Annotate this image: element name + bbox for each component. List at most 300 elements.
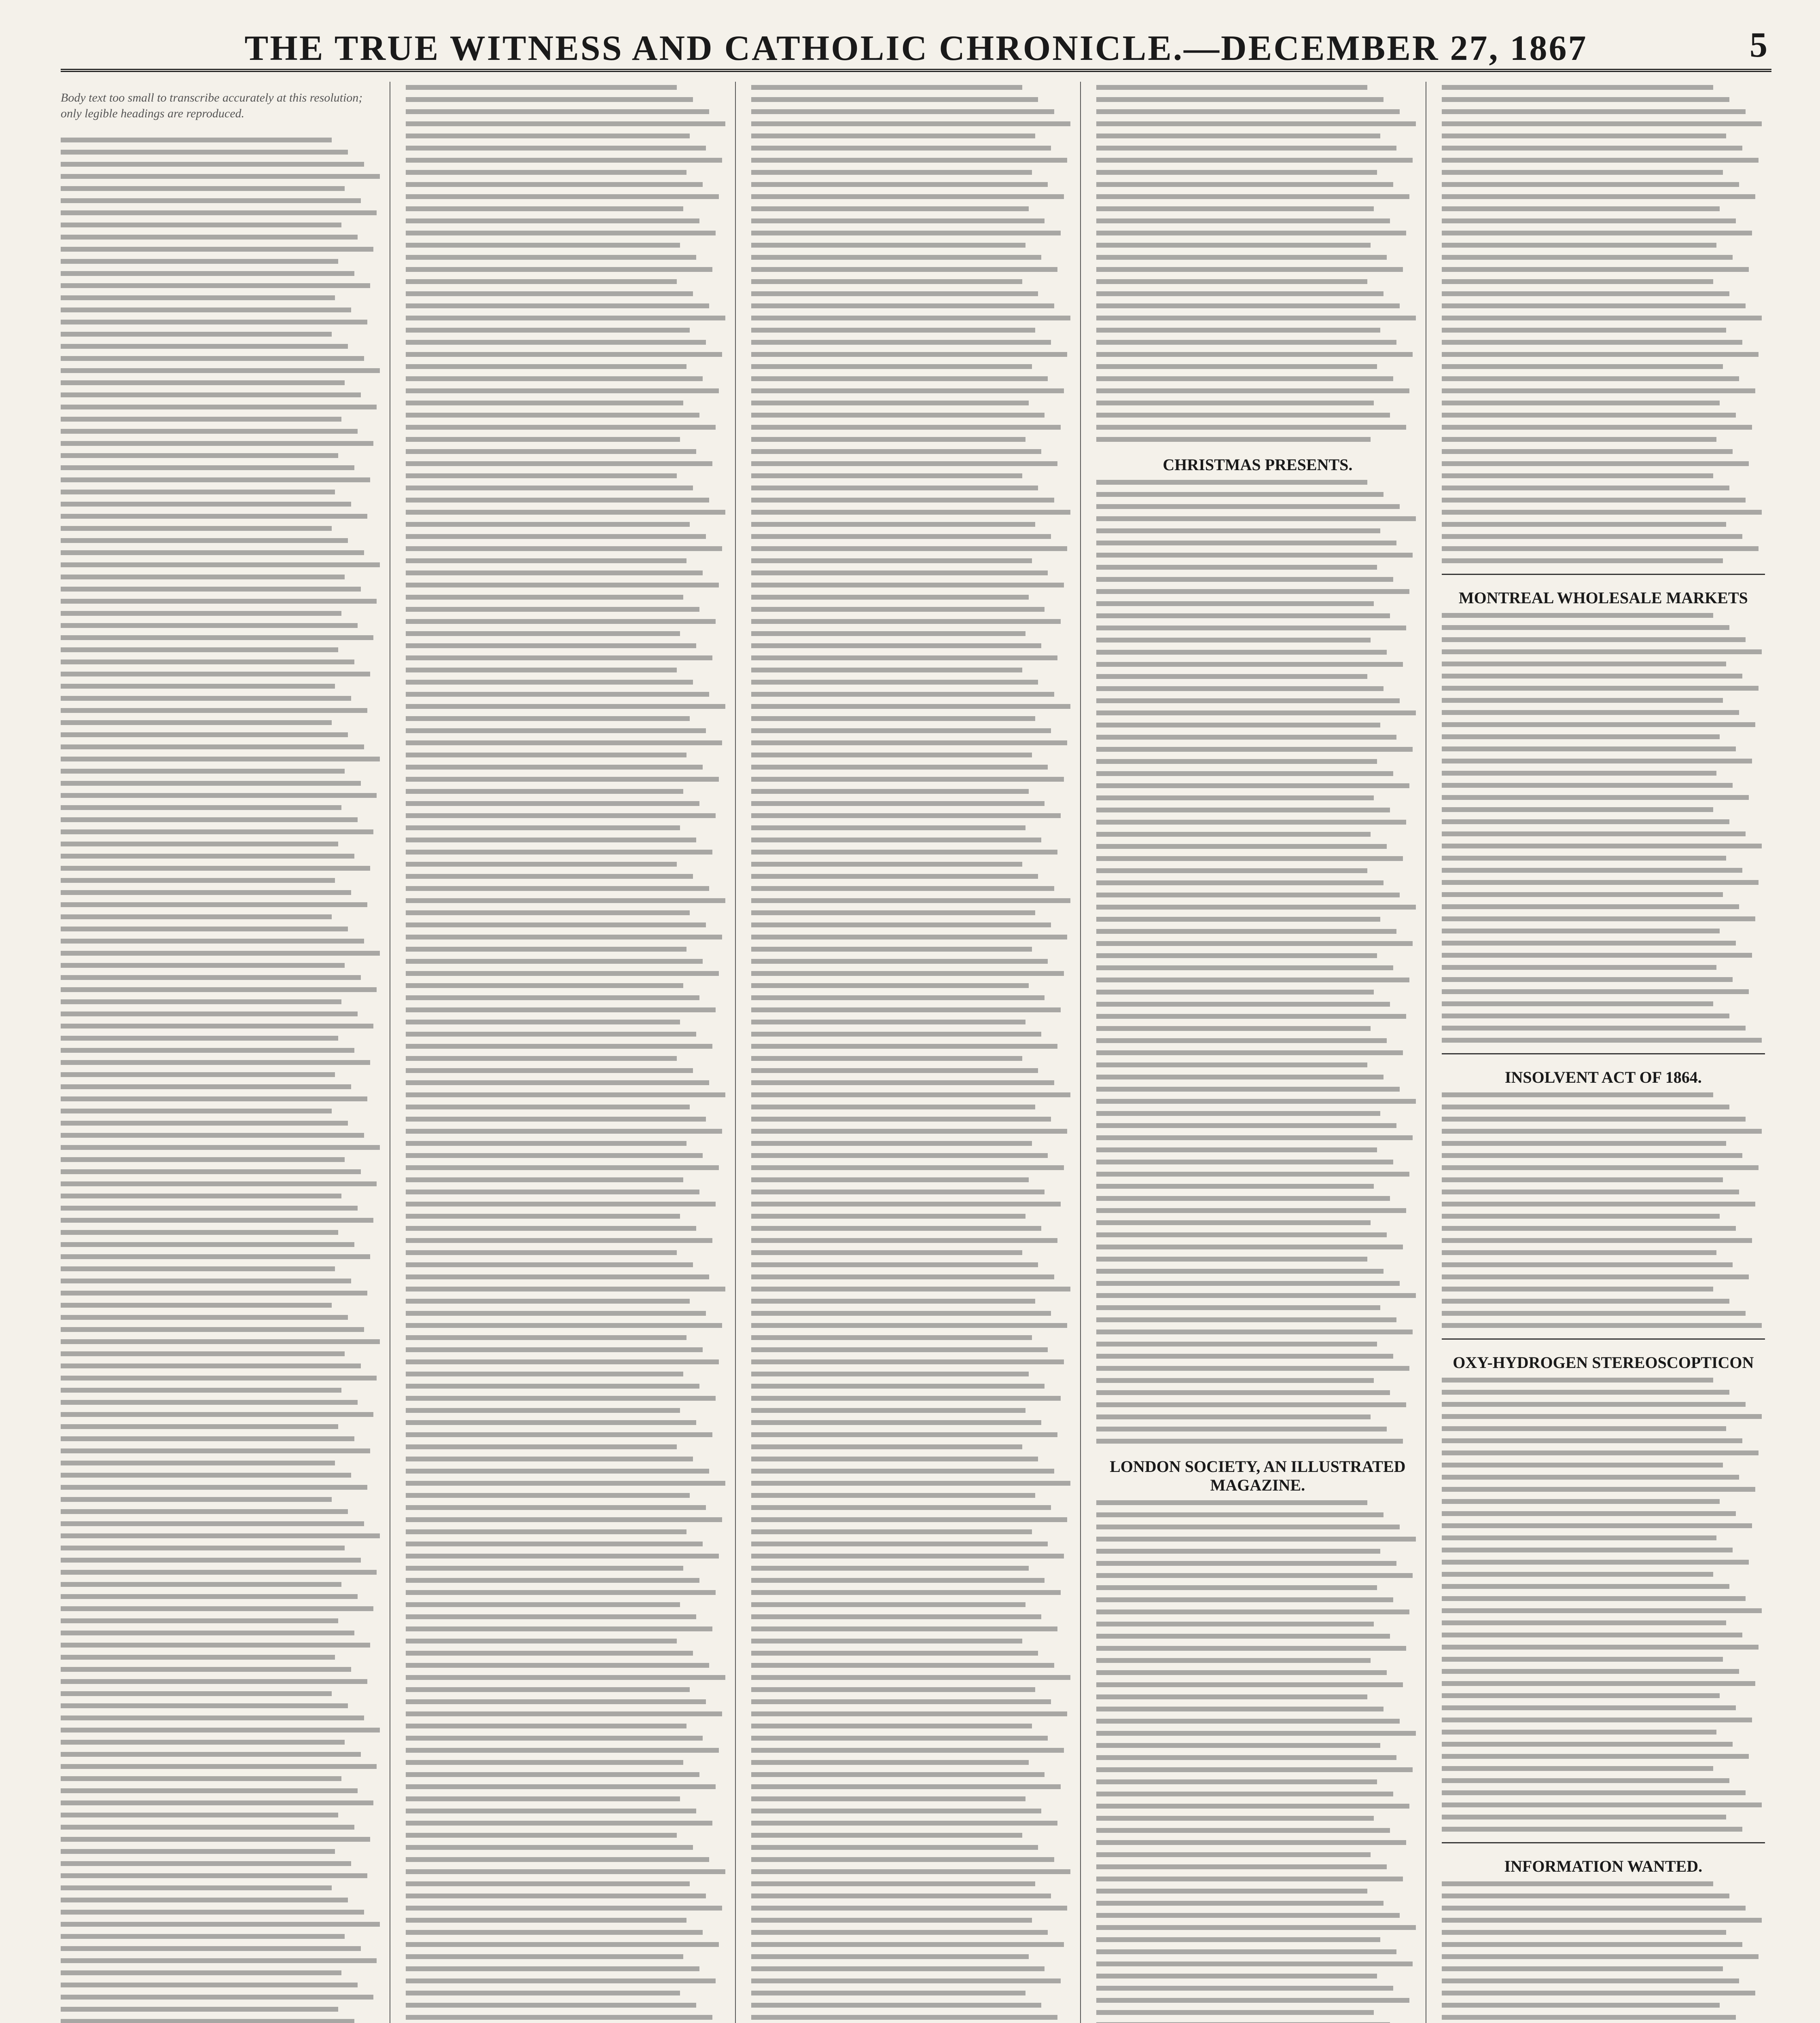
text-line	[406, 777, 718, 782]
text-line	[406, 85, 677, 90]
text-line	[1442, 819, 1729, 824]
text-line	[406, 583, 718, 587]
text-line	[406, 1117, 706, 1122]
text-line	[1096, 650, 1387, 655]
text-line	[1096, 85, 1367, 90]
text-line	[751, 1942, 1064, 1947]
text-line	[61, 477, 370, 482]
text-line	[1442, 1092, 1714, 1097]
text-line	[406, 1663, 709, 1668]
text-line	[1442, 649, 1762, 654]
text-line	[406, 267, 712, 272]
text-line	[751, 1566, 1029, 1571]
text-line	[1442, 674, 1742, 679]
text-line	[61, 1728, 380, 1732]
text-line	[751, 1748, 1064, 1753]
text-line	[1442, 1730, 1716, 1735]
text-line	[61, 732, 348, 737]
text-line	[1096, 267, 1403, 272]
text-line	[61, 490, 335, 494]
text-line	[1442, 795, 1749, 800]
text-line	[61, 1254, 370, 1259]
text-line	[1442, 1584, 1729, 1589]
text-line	[406, 1493, 690, 1498]
text-line	[61, 708, 367, 713]
text-line	[751, 121, 1070, 126]
text-line	[1442, 1402, 1746, 1407]
text-line	[751, 1469, 1055, 1474]
text-line	[61, 320, 367, 324]
text-line	[406, 1457, 693, 1461]
text-line	[1442, 231, 1752, 235]
text-line	[751, 1226, 1042, 1231]
text-line	[406, 1639, 677, 1643]
text-line	[1442, 352, 1759, 357]
text-line	[406, 121, 725, 126]
text-line	[61, 1303, 332, 1308]
text-line	[751, 1347, 1048, 1352]
text-line	[1096, 134, 1380, 138]
text-line	[61, 902, 367, 907]
text-line	[406, 595, 683, 600]
text-line	[61, 1376, 377, 1380]
text-line	[751, 1724, 1032, 1728]
text-line	[751, 1032, 1042, 1037]
text-line	[1442, 1942, 1742, 1947]
text-line	[1442, 1766, 1714, 1771]
text-line	[1096, 194, 1409, 199]
text-line	[1442, 146, 1742, 151]
text-line	[61, 405, 377, 409]
text-line	[406, 425, 716, 430]
text-line	[1096, 1913, 1400, 1918]
text-line	[1442, 1414, 1762, 1419]
text-line	[61, 1364, 361, 1368]
text-line	[1096, 1196, 1390, 1201]
text-line	[406, 1942, 718, 1947]
text-line	[406, 1651, 693, 1656]
text-line	[751, 546, 1067, 551]
text-line	[751, 182, 1048, 187]
text-line	[406, 194, 718, 199]
text-line	[406, 1602, 680, 1607]
text-line	[61, 1206, 358, 1211]
text-line	[406, 218, 699, 223]
text-line	[61, 769, 345, 774]
text-line	[1442, 1633, 1742, 1637]
section-heading: LONDON SOCIETY, AN ILLUSTRATED MAGAZINE.	[1110, 1457, 1406, 1494]
text-line	[61, 465, 354, 470]
divider	[1442, 1842, 1765, 1843]
text-line	[406, 461, 712, 466]
text-line	[751, 97, 1038, 102]
text-line	[61, 1279, 351, 1283]
text-line	[1096, 735, 1396, 740]
text-line	[61, 344, 348, 349]
text-line	[1096, 146, 1396, 151]
text-line	[1442, 1450, 1759, 1455]
text-line	[1096, 783, 1409, 788]
text-line	[751, 583, 1064, 587]
text-lines	[1442, 1378, 1765, 1832]
text-line	[61, 1048, 354, 1053]
text-line	[1096, 1512, 1384, 1517]
text-line	[1096, 601, 1374, 606]
text-line	[751, 498, 1055, 503]
text-line	[751, 2015, 1058, 2020]
text-line	[1442, 662, 1726, 666]
text-line	[1442, 1390, 1729, 1395]
text-line	[751, 874, 1038, 879]
text-line	[61, 368, 380, 373]
text-line	[751, 1602, 1025, 1607]
text-line	[1442, 686, 1759, 691]
column-2	[406, 82, 735, 2023]
text-line	[1442, 243, 1716, 248]
text-line	[406, 801, 699, 806]
text-line	[61, 259, 338, 264]
text-line	[751, 340, 1051, 345]
text-line	[751, 328, 1035, 333]
text-line	[406, 2015, 712, 2020]
text-line	[406, 170, 686, 175]
text-line	[61, 1157, 345, 1162]
text-line	[1096, 1330, 1412, 1334]
column-1	[61, 82, 390, 2023]
text-line	[406, 109, 709, 114]
section-heading: OXY-HYDROGEN STEREOSCOPTICON	[1453, 1353, 1754, 1372]
text-line	[61, 927, 348, 931]
text-line	[751, 1760, 1029, 1765]
text-line	[1096, 1050, 1403, 1055]
text-line	[1442, 856, 1726, 861]
text-line	[406, 1092, 725, 1097]
text-line	[1096, 771, 1393, 776]
text-line	[1096, 243, 1371, 248]
text-line	[61, 659, 354, 664]
text-line	[1442, 1105, 1729, 1109]
text-line	[406, 376, 703, 381]
text-line	[406, 1796, 680, 1801]
text-line	[1096, 1123, 1396, 1128]
text-line	[61, 854, 354, 859]
text-line	[61, 1024, 373, 1028]
text-line	[61, 696, 351, 701]
text-line	[406, 1687, 690, 1692]
text-line	[751, 1772, 1045, 1777]
text-line	[406, 1699, 706, 1704]
text-line	[751, 1323, 1067, 1328]
text-line	[1096, 1561, 1396, 1566]
text-line	[61, 138, 332, 142]
text-line	[61, 1133, 364, 1138]
text-line	[406, 1711, 722, 1716]
text-line	[1096, 1500, 1367, 1505]
text-line	[751, 1020, 1025, 1024]
text-line	[406, 680, 693, 685]
text-line	[751, 765, 1048, 770]
text-line	[1442, 1475, 1739, 1480]
text-line	[406, 1250, 677, 1255]
text-line	[751, 303, 1055, 308]
text-line	[751, 1080, 1055, 1085]
text-line	[61, 781, 361, 786]
text-line	[406, 1918, 686, 1923]
text-line	[61, 1995, 373, 2000]
text-line	[406, 1347, 703, 1352]
text-line	[61, 1521, 364, 1526]
text-lines	[1442, 1881, 1765, 2023]
text-line	[1096, 1694, 1367, 1699]
text-line	[751, 1894, 1051, 1898]
text-line	[751, 461, 1058, 466]
text-line	[1442, 953, 1752, 958]
text-line	[61, 550, 364, 555]
text-line	[1442, 929, 1720, 933]
text-line	[406, 1020, 680, 1024]
text-line	[61, 186, 345, 191]
text-line	[406, 1129, 722, 1134]
text-line	[751, 777, 1064, 782]
text-line	[61, 1898, 348, 1902]
text-line	[751, 1918, 1032, 1923]
text-line	[1096, 1840, 1406, 1845]
text-line	[406, 668, 677, 672]
text-line	[1442, 868, 1742, 873]
text-line	[1096, 1378, 1374, 1383]
text-line	[751, 1614, 1042, 1619]
text-lines	[406, 85, 728, 2023]
text-line	[406, 1153, 703, 1158]
text-line	[406, 1165, 718, 1170]
text-line	[751, 1068, 1038, 1073]
text-line	[406, 1517, 722, 1522]
text-line	[406, 1274, 709, 1279]
text-line	[1096, 231, 1406, 235]
text-line	[1096, 1135, 1412, 1140]
text-line	[751, 631, 1025, 636]
text-line	[61, 1266, 335, 1271]
text-line	[406, 1736, 703, 1741]
text-line	[1442, 194, 1755, 199]
text-line	[751, 1444, 1022, 1449]
text-line	[1096, 109, 1400, 114]
text-line	[1096, 1889, 1367, 1894]
text-line	[1442, 1560, 1749, 1565]
text-line	[406, 692, 709, 697]
text-line	[751, 1299, 1035, 1304]
text-line	[751, 1007, 1061, 1012]
text-line	[1442, 97, 1729, 102]
text-line	[1442, 364, 1723, 369]
text-line	[61, 951, 380, 956]
text-line	[61, 805, 341, 810]
text-line	[1096, 662, 1403, 667]
text-line	[61, 283, 370, 288]
text-line	[1096, 808, 1390, 812]
text-line	[406, 2003, 696, 2008]
text-line	[61, 562, 380, 567]
text-line	[406, 1966, 699, 1971]
text-line	[61, 514, 367, 519]
text-line	[1442, 1001, 1714, 1006]
text-line	[751, 1311, 1051, 1316]
text-line	[406, 1954, 683, 1959]
text-line	[61, 392, 361, 397]
text-line	[751, 376, 1048, 381]
text-line	[406, 1991, 680, 1995]
text-line	[751, 1966, 1045, 1971]
text-line	[61, 271, 354, 276]
text-line	[61, 1060, 370, 1065]
text-lines	[61, 138, 383, 2023]
text-line	[406, 704, 725, 709]
text-line	[751, 437, 1025, 442]
text-line	[1442, 1991, 1755, 1995]
text-line	[61, 939, 364, 944]
text-line	[406, 364, 686, 369]
text-line	[751, 316, 1070, 320]
text-line	[1096, 1949, 1396, 1954]
text-line	[751, 570, 1048, 575]
text-line	[406, 1372, 683, 1376]
text-line	[1442, 473, 1714, 478]
section-heading: INFORMATION WANTED.	[1504, 1857, 1703, 1875]
text-line	[1442, 218, 1736, 223]
text-line	[61, 1752, 361, 1757]
text-line	[406, 1821, 712, 1826]
text-line	[406, 1542, 703, 1546]
text-line	[1442, 1190, 1739, 1194]
text-line	[406, 1359, 718, 1364]
text-line	[61, 332, 332, 337]
text-line	[1096, 413, 1390, 418]
text-line	[1096, 832, 1371, 837]
text-line	[61, 1582, 341, 1587]
text-line	[406, 1226, 696, 1231]
text-line	[406, 1384, 699, 1389]
text-line	[1442, 1117, 1746, 1122]
text-line	[406, 1141, 686, 1146]
text-line	[1096, 376, 1393, 381]
text-line	[61, 1096, 367, 1101]
text-line	[751, 413, 1045, 418]
text-line	[61, 1339, 380, 1344]
text-line	[1442, 1535, 1716, 1540]
section-heading: MONTREAL WHOLESALE MARKETS	[1458, 589, 1748, 607]
text-line	[751, 1129, 1067, 1134]
text-line	[1096, 698, 1400, 703]
text-line	[406, 935, 722, 939]
text-line	[751, 401, 1029, 405]
text-line	[751, 1881, 1035, 1886]
text-line	[406, 437, 680, 442]
text-lines	[1442, 613, 1765, 1043]
text-line	[61, 198, 361, 203]
text-line	[61, 1849, 335, 1854]
text-line	[1096, 364, 1377, 369]
text-line	[751, 740, 1067, 745]
text-line	[751, 522, 1035, 527]
text-line	[1096, 917, 1380, 922]
text-lines	[1096, 85, 1419, 442]
text-line	[1442, 1487, 1755, 1492]
text-line	[406, 401, 683, 405]
text-line	[61, 210, 377, 215]
text-line	[1096, 589, 1409, 594]
text-line	[1096, 206, 1374, 211]
text-line	[406, 1262, 693, 1267]
text-line	[1442, 206, 1720, 211]
text-line	[751, 473, 1022, 478]
text-line	[751, 85, 1022, 90]
text-line	[751, 607, 1045, 612]
text-line	[1442, 376, 1739, 381]
text-line	[1096, 121, 1415, 126]
text-line	[1442, 413, 1736, 418]
text-line	[1096, 1305, 1380, 1310]
text-line	[1096, 674, 1367, 679]
text-line	[406, 558, 686, 563]
text-line	[1096, 1658, 1371, 1663]
text-line	[751, 1153, 1048, 1158]
text-line	[61, 1012, 358, 1016]
text-line	[1096, 1014, 1406, 1019]
text-line	[406, 643, 696, 648]
text-line	[61, 1473, 351, 1478]
text-line	[61, 1570, 377, 1575]
text-line	[1442, 1299, 1729, 1304]
text-line	[406, 1481, 725, 1486]
text-line	[751, 1165, 1064, 1170]
text-line	[61, 1121, 348, 1126]
text-line	[751, 231, 1061, 235]
text-line	[1096, 1269, 1384, 1274]
text-line	[751, 534, 1051, 539]
text-line	[1096, 170, 1377, 175]
text-line	[406, 1881, 690, 1886]
text-line	[61, 623, 358, 628]
text-line	[406, 850, 712, 855]
text-line	[61, 162, 364, 167]
text-line	[1096, 516, 1415, 521]
text-line	[751, 1408, 1025, 1413]
text-line	[1442, 977, 1733, 982]
text-line	[1096, 893, 1400, 897]
text-line	[406, 1469, 709, 1474]
text-line	[406, 449, 696, 454]
text-line	[406, 146, 706, 151]
text-lines	[1442, 85, 1765, 563]
text-line	[1442, 1681, 1755, 1686]
text-line	[751, 1711, 1067, 1716]
text-line	[1096, 1075, 1384, 1079]
text-line	[406, 947, 686, 952]
text-line	[406, 838, 696, 842]
text-line	[1442, 1790, 1746, 1795]
text-line	[1442, 279, 1714, 284]
text-line	[1096, 1390, 1390, 1395]
text-line	[61, 526, 332, 531]
text-line	[61, 744, 364, 749]
text-line	[406, 1044, 712, 1049]
text-line	[61, 1800, 373, 1805]
text-line	[406, 1444, 677, 1449]
text-line	[751, 1590, 1061, 1595]
text-line	[61, 538, 348, 543]
text-line	[1096, 1172, 1409, 1177]
text-line	[406, 753, 686, 757]
